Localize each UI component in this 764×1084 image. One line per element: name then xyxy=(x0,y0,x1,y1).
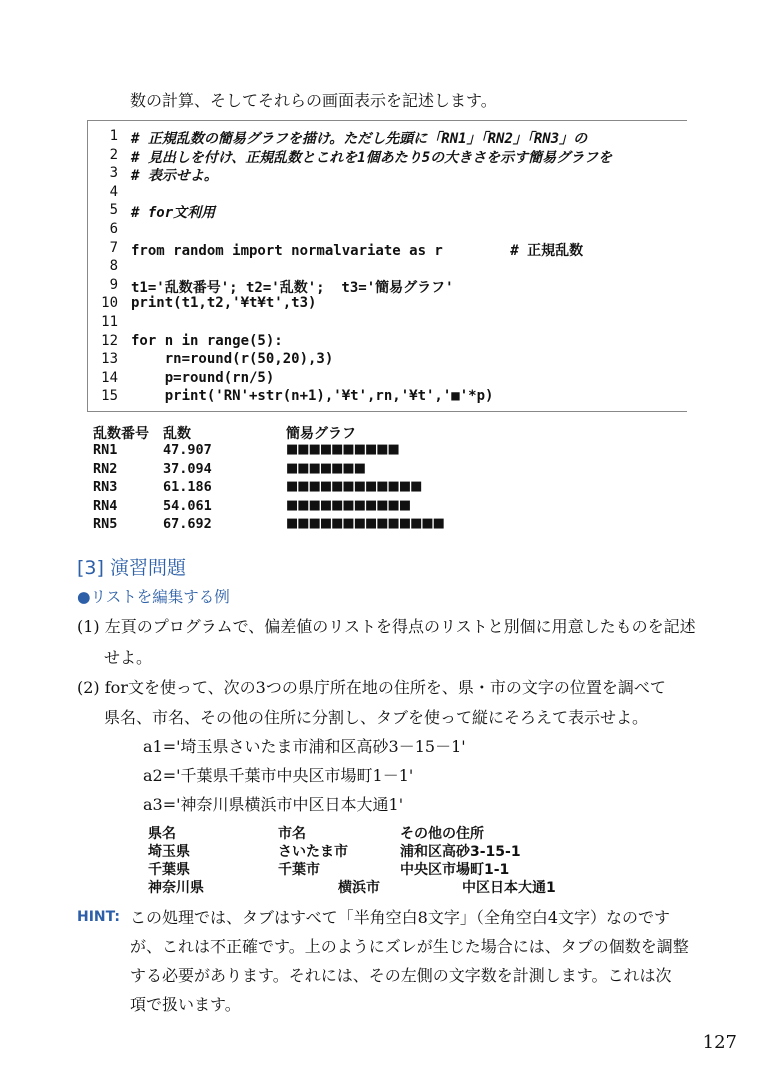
output-row-label: RN1 xyxy=(93,442,118,458)
output-row-bar: ■■■■■■■■■■ xyxy=(286,442,399,457)
table-cell: 埼玉県 xyxy=(148,844,190,860)
output-header-graph: 簡易グラフ xyxy=(286,426,356,442)
line-number: 7 xyxy=(109,239,118,256)
output-row-bar: ■■■■■■■■■■■ xyxy=(286,497,411,513)
line-number: 4 xyxy=(109,183,118,200)
code-line xyxy=(88,165,688,184)
hint-line-4: 項で扱います。 xyxy=(130,995,241,1014)
table-cell: 千葉県 xyxy=(148,862,190,878)
table-header-other: その他の住所 xyxy=(400,826,484,842)
line-number: 9 xyxy=(109,276,118,293)
assignment-a2: a2='千葉県千葉市中央区市場町1－1' xyxy=(143,766,414,785)
output-row-value: 37.094 xyxy=(163,460,212,477)
line-number: 13 xyxy=(101,351,118,368)
hint-line-3: する必要があります。それには、その左側の文字数を計測します。これは次 xyxy=(130,966,672,985)
code-text: print(t1,t2,'¥t¥t',t3) xyxy=(131,295,317,312)
code-line xyxy=(88,333,688,352)
output-row-bar: ■■■■■■■■■■■■ xyxy=(286,479,422,495)
output-row-bar: ■■■■■■■ xyxy=(286,460,365,476)
assignment-a1: a1='埼玉県さいたま市浦和区高砂3－15－1' xyxy=(143,737,466,756)
code-line xyxy=(88,351,688,370)
table-cell: 中区日本大通1 xyxy=(462,880,556,896)
code-text: rn=round(r(50,20),3) xyxy=(131,351,334,368)
code-text: for n in range(5): xyxy=(131,332,283,349)
question-2-line-1: (2) for文を使って、次の3つの県庁所在地の住所を、県・市の文字の位置を調べて xyxy=(77,678,666,697)
line-number: 2 xyxy=(109,146,118,163)
question-2-line-2: 県名、市名、その他の住所に分割し、タブを使って縦にそろえて表示せよ。 xyxy=(104,708,649,727)
output-row-value: 54.061 xyxy=(163,497,212,514)
output-header-label: 乱数番号 xyxy=(93,426,149,442)
line-number: 6 xyxy=(109,221,118,237)
code-line xyxy=(88,295,688,314)
section-title: [3] 演習問題 xyxy=(77,557,186,579)
code-text: # 表示せよ。 xyxy=(131,168,218,185)
code-text: print('RN'+str(n+1),'¥t',rn,'¥t','■'*p) xyxy=(131,388,494,405)
output-row-value: 47.907 xyxy=(163,442,212,458)
code-line xyxy=(88,128,688,147)
line-number: 11 xyxy=(101,314,118,330)
line-number: 3 xyxy=(109,165,118,182)
code-line xyxy=(88,221,688,240)
table-cell: 千葉市 xyxy=(278,862,320,878)
question-1-line-2: せよ。 xyxy=(104,648,153,667)
table-cell: 中央区市場町1-1 xyxy=(400,862,510,878)
subsection-title: ●リストを編集する例 xyxy=(77,588,230,606)
output-row-label: RN5 xyxy=(93,516,118,533)
line-number: 5 xyxy=(109,202,118,219)
table-header-prefecture: 県名 xyxy=(148,826,176,842)
assignment-a3: a3='神奈川県横浜市中区日本大通1' xyxy=(143,795,404,814)
code-line xyxy=(88,147,688,166)
intro-text: 数の計算、そしてそれらの画面表示を記述します。 xyxy=(130,91,497,110)
table-header-city: 市名 xyxy=(278,826,306,842)
output-row-label: RN4 xyxy=(93,497,118,514)
code-text: t1='乱数番号'; t2='乱数'; t3='簡易グラフ' xyxy=(131,279,454,296)
hint-label: HINT: xyxy=(77,909,121,925)
page-number: 127 xyxy=(702,1032,737,1053)
hint-line-2: が、これは不正確です。上のようにズレが生じた場合には、タブの個数を調整 xyxy=(130,937,689,956)
table-cell: 神奈川県 xyxy=(148,880,204,896)
code-text: p=round(rn/5) xyxy=(131,369,275,386)
line-number: 8 xyxy=(109,258,118,275)
line-number: 1 xyxy=(109,128,118,144)
code-text: # for文利用 xyxy=(131,205,216,222)
line-number: 15 xyxy=(101,388,118,405)
code-line xyxy=(88,388,688,407)
code-line xyxy=(88,277,688,296)
code-line xyxy=(88,258,688,277)
code-line xyxy=(88,202,688,221)
table-cell: 浦和区高砂3-15-1 xyxy=(400,844,521,860)
line-number: 10 xyxy=(101,295,118,312)
line-number: 12 xyxy=(101,332,118,349)
output-row-value: 67.692 xyxy=(163,516,212,533)
output-row-label: RN2 xyxy=(93,460,118,477)
output-row-label: RN3 xyxy=(93,479,118,496)
code-line xyxy=(88,370,688,389)
code-line xyxy=(88,184,688,203)
question-1-line-1: (1) 左頁のプログラムで、偏差値のリストを得点のリストと別個に用意したものを記述 xyxy=(77,617,696,636)
line-number: 14 xyxy=(101,369,118,386)
code-text: # 見出しを付け、正規乱数とこれを1個あたり5の大きさを示す簡易グラフを xyxy=(131,149,613,166)
code-listing xyxy=(87,120,687,412)
code-text: from random import normalvariate as r # 正規乱数 xyxy=(131,242,584,259)
code-text: # 正規乱数の簡易グラフを描け。ただし先頭に「RN1」「RN2」「RN3」の xyxy=(131,131,588,147)
code-line xyxy=(88,314,688,333)
output-row-bar: ■■■■■■■■■■■■■■ xyxy=(286,516,444,532)
table-cell: さいたま市 xyxy=(278,844,348,860)
table-cell: 横浜市 xyxy=(338,880,380,896)
hint-line-1: この処理では、タブはすべて「半角空白8文字」（全角空白4文字）なのです xyxy=(130,908,671,927)
output-row-value: 61.186 xyxy=(163,479,212,496)
code-line xyxy=(88,240,688,259)
output-header-value: 乱数 xyxy=(163,426,191,442)
